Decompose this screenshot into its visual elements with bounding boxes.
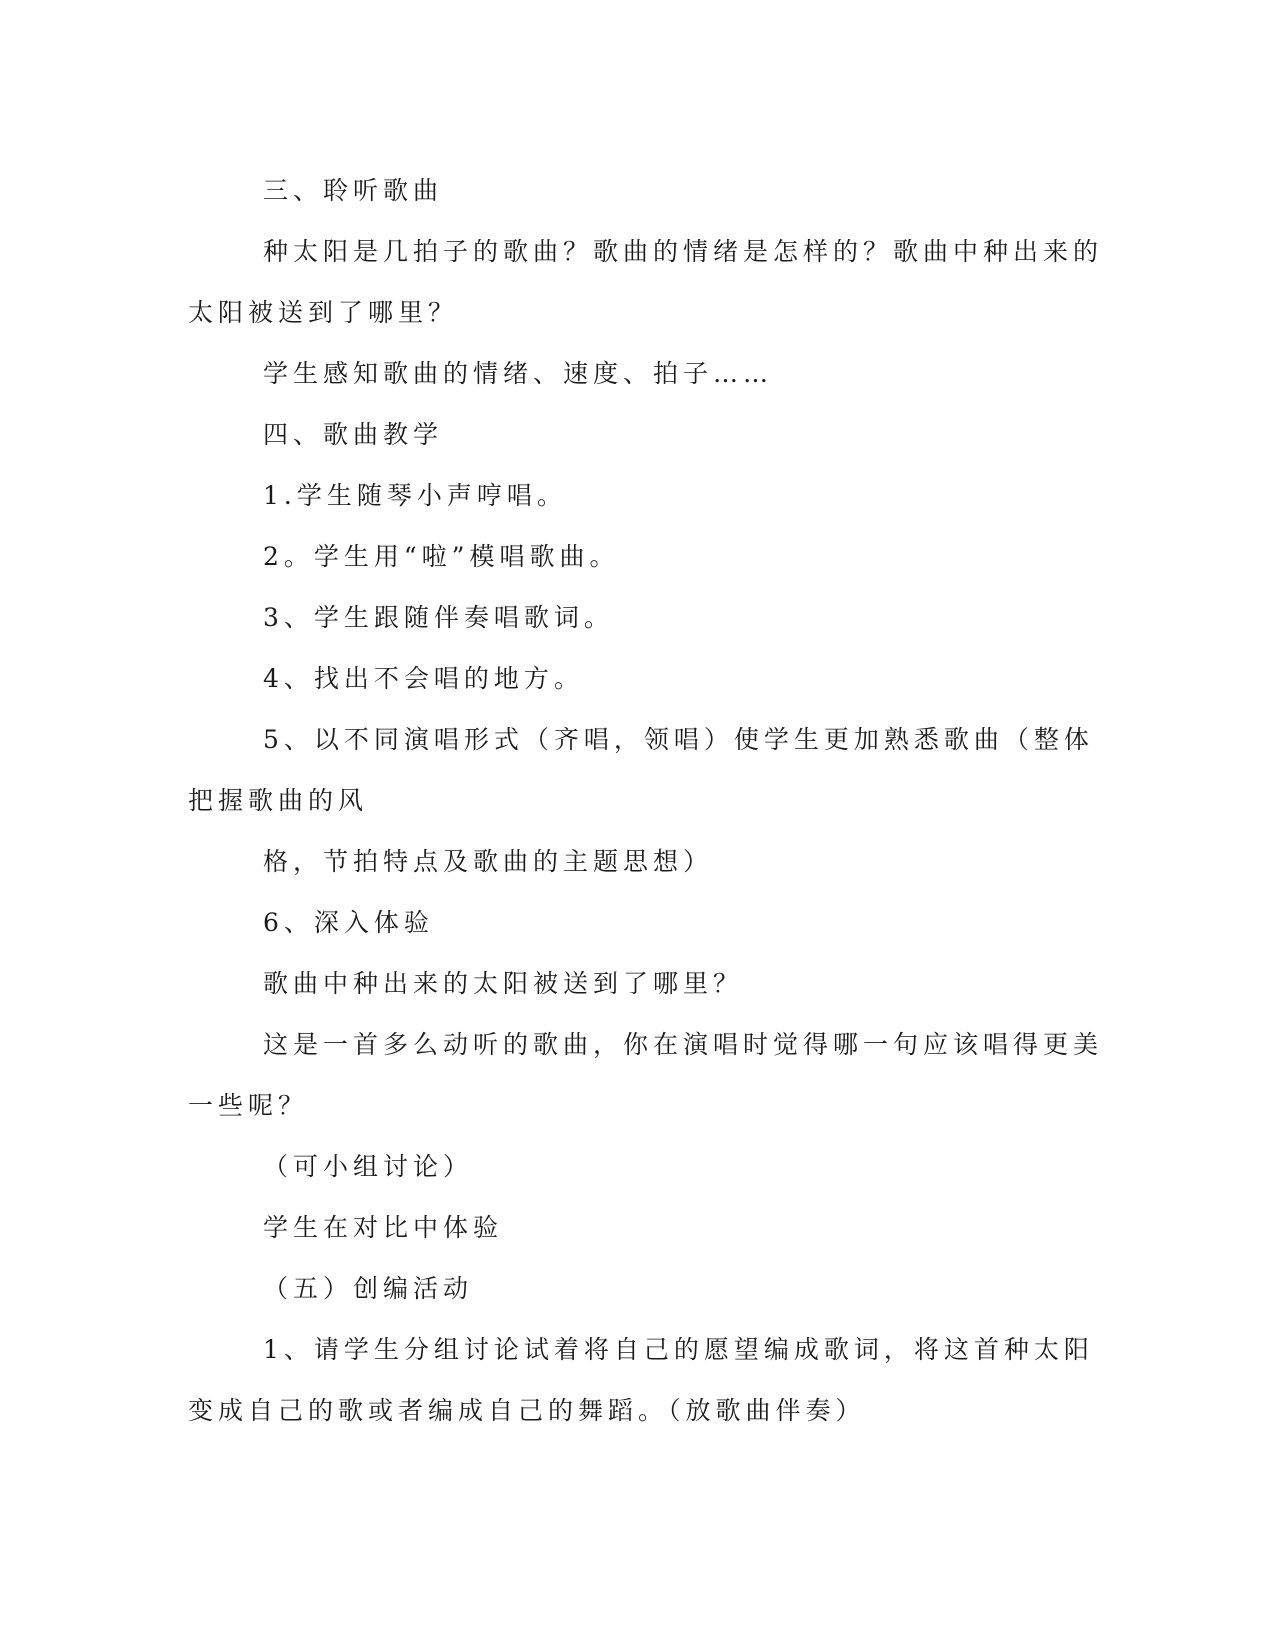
paragraph-line: 学生感知歌曲的情绪、速度、拍子……	[263, 359, 774, 388]
paragraph-line: 太阳被送到了哪里？	[188, 298, 459, 327]
section-heading-teaching: 四、歌曲教学	[263, 420, 444, 449]
list-item: 1、请学生分组讨论试着将自己的愿望编成歌词，将这首种太阳	[263, 1335, 1094, 1364]
paragraph-line: （可小组讨论）	[263, 1152, 474, 1181]
paragraph-line: 学生在对比中体验	[263, 1213, 504, 1242]
paragraph-line: 一些呢？	[188, 1091, 309, 1120]
document-body	[188, 160, 1104, 1441]
list-item: 2。学生用“啦”模唱歌曲。	[263, 542, 620, 571]
list-item: 3、学生跟随伴奏唱歌词。	[263, 603, 614, 632]
section-heading-listen: 三、聆听歌曲	[263, 176, 444, 205]
list-item: 6、深入体验	[263, 908, 434, 937]
paragraph-line: 这是一首多么动听的歌曲，你在演唱时觉得哪一句应该唱得更美	[263, 1030, 1104, 1059]
paragraph-line: 把握歌曲的风	[188, 786, 369, 815]
section-heading-creative: （五）创编活动	[263, 1274, 474, 1303]
paragraph-line: 格，节拍特点及歌曲的主题思想）	[263, 847, 714, 876]
paragraph-line: 歌曲中种出来的太阳被送到了哪里？	[263, 969, 744, 998]
paragraph-line: 变成自己的歌或者编成自己的舞蹈。（放歌曲伴奏）	[188, 1396, 866, 1425]
list-item: 5、以不同演唱形式（齐唱，领唱）使学生更加熟悉歌曲（整体	[263, 725, 1094, 754]
list-item: 1.学生随琴小声哼唱。	[263, 481, 567, 510]
list-item: 4、找出不会唱的地方。	[263, 664, 584, 693]
paragraph-line: 种太阳是几拍子的歌曲？歌曲的情绪是怎样的？歌曲中种出来的	[263, 237, 1104, 266]
